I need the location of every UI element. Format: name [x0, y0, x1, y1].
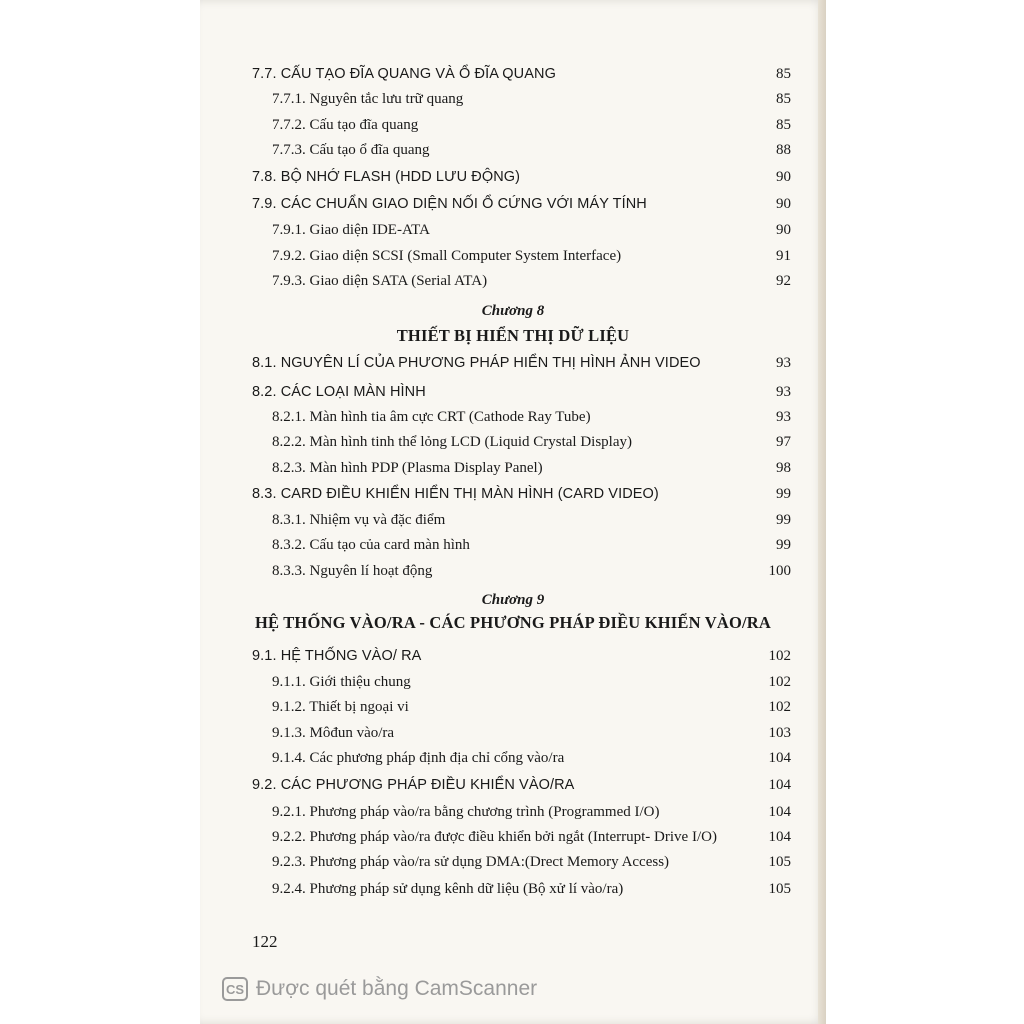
toc-entry-page: 105 — [768, 881, 791, 897]
toc-entry — [0, 850, 1024, 874]
toc-entry-title: 9.2.3. Phương pháp vào/ra sử dụng DMA:(Drect Memory Access) — [272, 854, 670, 870]
watermark-text: Được quét bằng CamScanner — [256, 977, 538, 1000]
toc-entry-page: 104 — [768, 750, 791, 766]
toc-entry-title: 7.9. CÁC CHUẨN GIAO DIỆN NỐI Ổ CỨNG VỚI MÁY TÍNH — [252, 196, 647, 212]
toc-entry-page: 93 — [776, 409, 791, 425]
toc-entry-title: 8.3.3. Nguyên lí hoạt động — [272, 563, 433, 579]
toc-entry-page: 99 — [776, 512, 791, 528]
chapter-title: THIẾT BỊ HIỂN THỊ DỮ LIỆU — [396, 326, 630, 345]
camscanner-logo-icon: CS — [222, 977, 248, 1001]
toc-entry-page: 90 — [776, 222, 791, 238]
toc-entry-page: 90 — [776, 169, 791, 185]
toc-entry — [0, 405, 1024, 429]
toc-entry-page: 104 — [768, 777, 791, 793]
toc-entry — [0, 430, 1024, 454]
toc-entry-page: 85 — [776, 117, 791, 133]
toc-entry — [0, 482, 1024, 506]
toc-entry — [0, 721, 1024, 745]
camscanner-watermark — [222, 974, 537, 1004]
toc-entry — [0, 800, 1024, 824]
toc-entry-title: 8.2.2. Màn hình tinh thể lỏng LCD (Liquid Crystal Display) — [272, 434, 632, 450]
toc-entry-page: 91 — [776, 248, 791, 264]
toc-entry — [0, 670, 1024, 694]
toc-entry-title: 8.2.3. Màn hình PDP (Plasma Display Panel) — [272, 460, 543, 476]
toc-entry-page: 93 — [776, 355, 791, 371]
toc-entry-title: 7.9.1. Giao diện IDE-ATA — [272, 222, 430, 238]
chapter-label: Chương 8 — [481, 303, 545, 319]
chapter-label: Chương 9 — [481, 592, 545, 608]
toc-entry-title: 9.1.3. Môđun vào/ra — [272, 725, 395, 741]
toc-entry — [0, 138, 1024, 162]
toc-entry-title: 9.1.1. Giới thiệu chung — [272, 674, 411, 690]
toc-entry — [0, 244, 1024, 268]
toc-entry-title: 8.3.1. Nhiệm vụ và đặc điểm — [272, 512, 446, 528]
toc-entry-title: 7.9.2. Giao diện SCSI (Small Computer System Interface) — [272, 248, 622, 264]
toc-entry-title: 9.2.1. Phương pháp vào/ra bằng chương trình (Programmed I/O) — [272, 804, 660, 820]
toc-entry-title: 8.3.2. Cấu tạo của card màn hình — [272, 537, 470, 553]
toc-entry-page: 102 — [768, 648, 791, 664]
toc-entry — [0, 351, 1024, 375]
page-number: 122 — [252, 932, 278, 951]
toc-entry — [0, 773, 1024, 797]
toc-entry-page: 102 — [768, 674, 791, 690]
toc-entry — [0, 62, 1024, 86]
toc-entry-page: 92 — [776, 273, 791, 289]
toc-entry-title: 7.7. CẤU TẠO ĐĨA QUANG VÀ Ổ ĐĨA QUANG — [252, 66, 556, 82]
toc-entry-page: 104 — [768, 804, 791, 820]
toc-entry-page: 105 — [768, 854, 791, 870]
toc-entry-page: 99 — [776, 537, 791, 553]
toc-entry — [0, 559, 1024, 583]
toc-entry — [0, 644, 1024, 668]
chapter-title: HỆ THỐNG VÀO/RA - CÁC PHƯƠNG PHÁP ĐIỀU KHIỂN VÀO/RA — [254, 613, 772, 632]
toc-entry-page: 99 — [776, 486, 791, 502]
toc-entry-page: 102 — [768, 699, 791, 715]
toc-entry — [0, 825, 1024, 849]
toc-entry-title: 9.1.4. Các phương pháp định địa chỉ cổng vào/ra — [272, 750, 565, 766]
toc-entry-title: 8.2.1. Màn hình tia âm cực CRT (Cathode Ray Tube) — [272, 409, 591, 425]
toc-entry-page: 93 — [776, 384, 791, 400]
toc-entry-page: 104 — [768, 829, 791, 845]
toc-entry — [0, 113, 1024, 137]
toc-entry — [0, 380, 1024, 404]
toc-entry — [0, 269, 1024, 293]
toc-entry — [0, 87, 1024, 111]
toc-entry-page: 103 — [768, 725, 791, 741]
toc-entry-page: 98 — [776, 460, 791, 476]
toc-entry-title: 7.9.3. Giao diện SATA (Serial ATA) — [272, 273, 488, 289]
toc-entry-title: 8.3. CARD ĐIỀU KHIỂN HIỂN THỊ MÀN HÌNH (CARD VIDEO) — [252, 486, 659, 502]
toc-entry — [0, 456, 1024, 480]
toc-entry-page: 100 — [768, 563, 791, 579]
toc-entry-title: 8.2. CÁC LOẠI MÀN HÌNH — [252, 384, 426, 400]
toc-entry-page: 85 — [776, 66, 791, 82]
toc-entry-title: 9.2. CÁC PHƯƠNG PHÁP ĐIỀU KHIỂN VÀO/RA — [252, 777, 575, 793]
toc-entry — [0, 165, 1024, 189]
toc-entry — [0, 695, 1024, 719]
toc-entry-title: 9.2.2. Phương pháp vào/ra được điều khiển bởi ngắt (Interrupt- Drive I/O) — [272, 829, 717, 845]
toc-entry — [0, 508, 1024, 532]
toc-entry-title: 8.1. NGUYÊN LÍ CỦA PHƯƠNG PHÁP HIỂN THỊ HÌNH ẢNH VIDEO — [252, 355, 701, 371]
toc-entry-title: 7.8. BỘ NHỚ FLASH (HDD LƯU ĐỘNG) — [252, 169, 521, 185]
toc-entry — [0, 877, 1024, 901]
toc-entry — [0, 746, 1024, 770]
toc-entry — [0, 533, 1024, 557]
toc-entry-page: 88 — [776, 142, 791, 158]
toc-entry-title: 9.1. HỆ THỐNG VÀO/ RA — [252, 648, 422, 664]
toc-entry-title: 7.7.3. Cấu tạo ổ đĩa quang — [272, 142, 430, 158]
toc-entry-page: 85 — [776, 91, 791, 107]
toc-entry-page: 90 — [776, 196, 791, 212]
toc-entry-title: 7.7.1. Nguyên tắc lưu trữ quang — [272, 91, 464, 107]
toc-entry-title: 9.1.2. Thiết bị ngoại vi — [272, 699, 409, 715]
toc-entry-title: 7.7.2. Cấu tạo đĩa quang — [272, 117, 419, 133]
toc-entry — [0, 192, 1024, 216]
toc-entry — [0, 218, 1024, 242]
toc-entry-title: 9.2.4. Phương pháp sử dụng kênh dữ liệu (Bộ xử lí vào/ra) — [272, 881, 624, 897]
toc-entry-page: 97 — [776, 434, 791, 450]
